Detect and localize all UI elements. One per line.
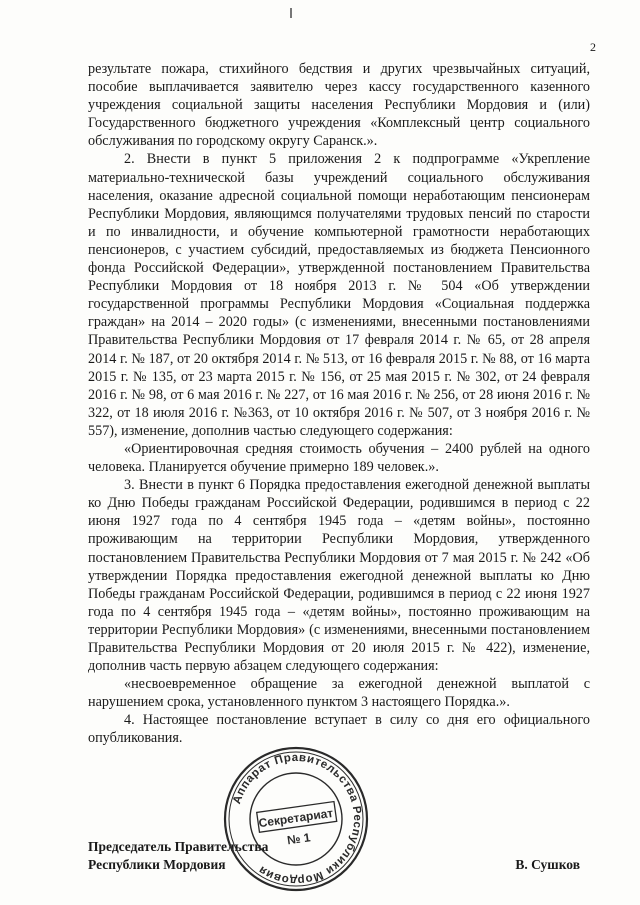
stamp-center-number: № 1 — [286, 830, 312, 848]
stamp-ring-text: Аппарат Правительства Республики Мордовия — [231, 751, 364, 887]
stamp-center-title: Секретариат — [257, 805, 334, 831]
page-number: 2 — [590, 40, 596, 54]
paragraph-quote-delay: «несвоевременное обращение за ежегодной денежной выплатой с нарушением срока, установленного пунктом 3 настоящего Порядка.». — [88, 676, 590, 711]
signatory-name: В. Сушков — [515, 857, 580, 872]
signatory-title-line1: Председатель Правительства — [88, 839, 269, 854]
scan-mark — [290, 8, 292, 18]
document-body — [88, 60, 590, 748]
paragraph-item-2: 2. Внести в пункт 5 приложения 2 к подпрограмме «Укрепление материально-технической базы учреждений социального обслуживания населения, оказание адресной социальной помощи неработающим пенсионерам Республики Мордовия, являющимся получателями трудовых пенсий по старости и по инвалидности, и обучение компьютерной грамотности неработающих пенсионеров, с участием субсидий, предоставляемых из бюджета Пенсионного фонда Российской Федерации», утвержденной постановлением Правительства Республики Мордовия от 18 ноября 2013 г. № 504 «Об утверждении государственной программы Республики Мордовия «Социальная поддержка граждан» на 2014 – 2020 годы» (с изменениями, внесенными постановлениями Правительства Республики Мордовия от 17 февраля 2014 г. № 65, от 28 апреля 2014 г. № 187, от 20 октября 2014 г. № 513, от 16 февраля 2015 г. № 88, от 16 марта 2015 г. № 135, от 23 марта 2015 г. № 156, от 25 мая 2015 г. № 302, от 24 февраля 2016 г. № 98, от 6 мая 2016 г. № 227, от 16 мая 2016 г. № 256, от 28 июня 2016 г. № 322, от 18 июля 2016 г. №363, от 10 октября 2016 г. № 507, от 3 ноября 2016 г. № 557), изменение, дополнив частью следующего содержания: — [88, 151, 590, 439]
official-seal-stamp — [222, 745, 370, 893]
paragraph-quote-cost: «Ориентировочная средняя стоимость обучения – 2400 рублей на одного человека. Планируется обучение примерно 189 человек.». — [88, 440, 590, 476]
paragraph-item-4: 4. Настоящее постановление вступает в силу со дня его официального опубликования. — [88, 712, 590, 747]
signatory-title-line2: Республики Мордовия — [88, 857, 226, 872]
paragraph-continuation: результате пожара, стихийного бедствия и других чрезвычайных ситуаций, пособие выплачивается заявителю через кассу государственного казенного учреждения социальной защиты населения Республики Мордовия и (или) Государственного бюджетного учреждения «Комплексный центр социального обслуживания по городскому округу Саранск.». — [88, 61, 590, 150]
paragraph-item-3: 3. Внести в пункт 6 Порядка предоставления ежегодной денежной выплаты ко Дню Победы гражданам Российской Федерации, родившимся в период с 22 июня 1927 года по 4 сентября 1945 года – «детям войны», постоянно проживающим на территории Республики Мордовия, утвержденного постановлением Правительства Республики Мордовия от 7 мая 2015 г. № 242 «Об утверждении Порядка предоставления ежегодной денежной выплаты ко Дню Победы гражданам Российской Федерации, родившимся в период с 22 июня 1927 года по 4 сентября 1945 года – «детям войны», постоянно проживающим на территории Республики Мордовия» (с изменениями, внесенными постановлением Правительства Республики Мордовия от 20 июля 2015 г. № 422), изменение, дополнив часть первую абзацем следующего содержания: — [88, 477, 590, 675]
